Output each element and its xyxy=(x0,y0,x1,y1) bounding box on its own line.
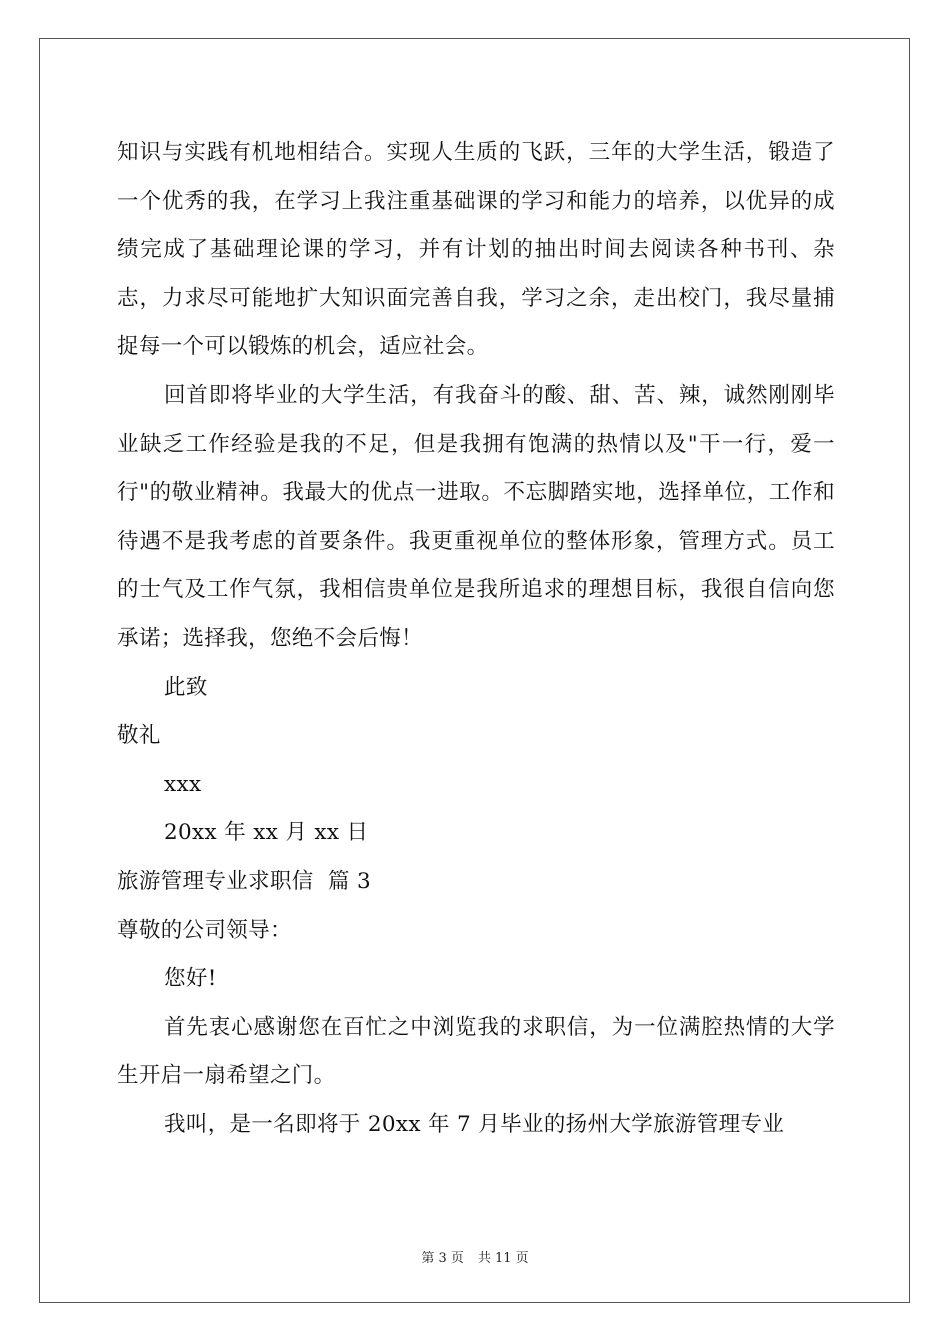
letter-greeting: 尊敬的公司领导： xyxy=(117,917,292,943)
section-heading: 旅游管理专业求职信 篇 3 xyxy=(117,868,372,894)
signature-name: xxx xyxy=(164,771,202,797)
page-total: 共 11 页 xyxy=(477,1251,529,1266)
page-footer xyxy=(0,1247,950,1266)
body-paragraph-4: 我叫，是一名即将于 20xx 年 7 月毕业的扬州大学旅游管理专业 xyxy=(164,1111,785,1137)
page-number: 第 3 页 xyxy=(421,1251,464,1266)
closing-salutation: 此致 xyxy=(164,674,208,700)
signature-date: 20xx 年 xx 月 xx 日 xyxy=(164,820,369,846)
document-body xyxy=(117,129,835,1149)
letter-hello: 您好! xyxy=(164,966,217,992)
body-paragraph-3: 首先衷心感谢您在百忙之中浏览我的求职信，为一位满腔热情的大学生开启一扇希望之门。 xyxy=(117,1014,835,1089)
closing-regards: 敬礼 xyxy=(117,723,161,749)
body-paragraph-1: 知识与实践有机地相结合。实现人生质的飞跃，三年的大学生活，锻造了一个优秀的我，在学习上我注重基础课的学习和能力的培养，以优异的成绩完成了基础理论课的学习，并有计划的抽出时间去阅读各种书刊、杂志，力求尽可能地扩大知识面完善自我，学习之余，走出校门，我尽量捕捉每一个可以锻炼的机会，适应社会。 xyxy=(117,140,835,360)
body-paragraph-2: 回首即将毕业的大学生活，有我奋斗的酸、甜、苦、辣，诚然刚刚毕业缺乏工作经验是我的不足，但是我拥有饱满的热情以及"干一行，爱一行"的敬业精神。我最大的优点一进取。不忘脚踏实地，选择单位，工作和待遇不是我考虑的首要条件。我更重视单位的整体形象，管理方式。员工的士气及工作气氛，我相信贵单位是我所追求的理想目标，我很自信向您承诺；选择我，您绝不会后悔！ xyxy=(117,382,835,651)
